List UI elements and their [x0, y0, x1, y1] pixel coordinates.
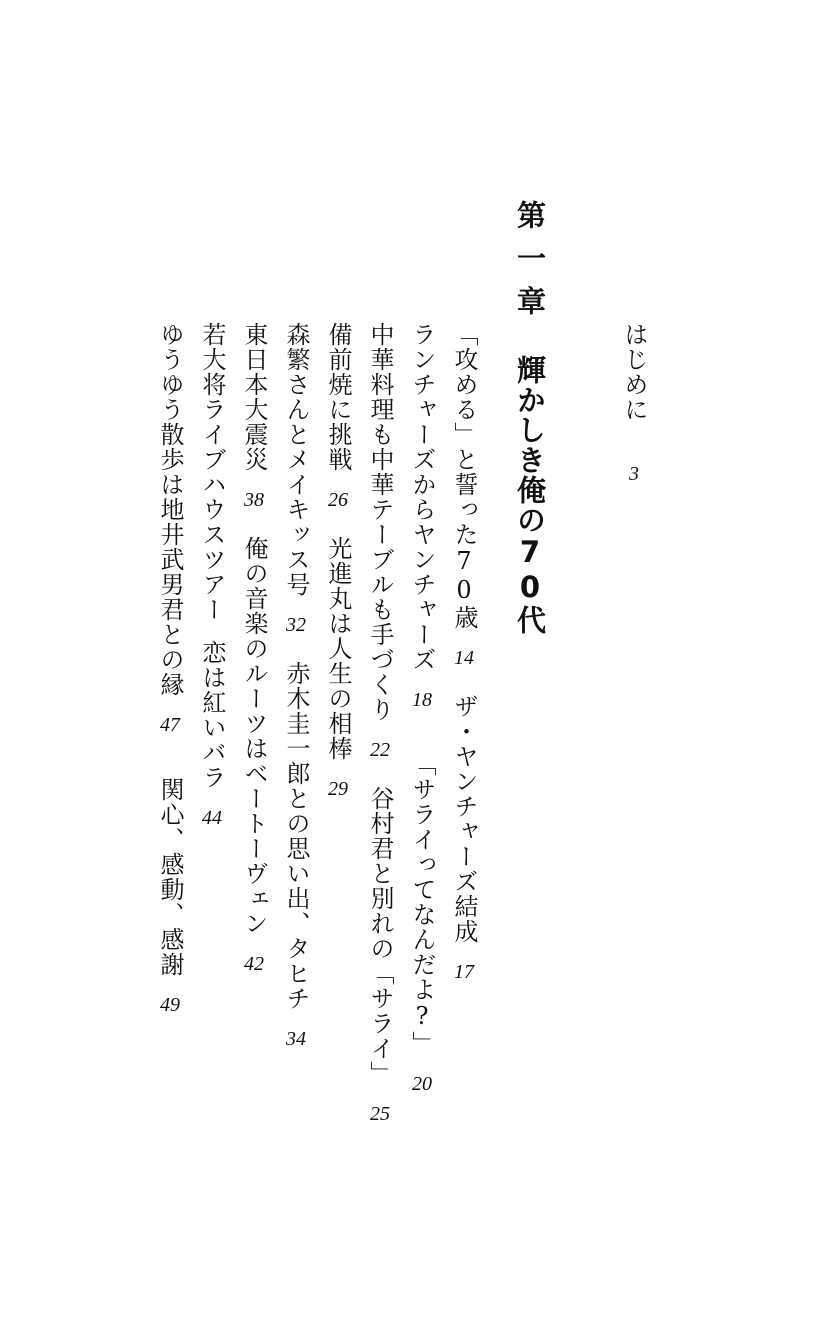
- entry-title: 東日本大震災: [240, 322, 268, 472]
- entry-title: ランチャーズからヤンチャーズ: [408, 322, 436, 672]
- entry-page: 14: [454, 648, 474, 668]
- entry-title: 俺の音楽のルーツはベートーヴェン: [240, 536, 268, 936]
- entry-title: 赤木圭一郎との思い出、タヒチ: [282, 661, 310, 1011]
- chapter-title: 輝かしき俺の70代: [513, 355, 547, 635]
- entry-page: 34: [286, 1029, 306, 1049]
- toc-entry[interactable]: [326, 322, 350, 799]
- entry-title: 谷村君と別れの「サライ」: [366, 786, 394, 1086]
- entry-page: 42: [244, 954, 264, 974]
- chapter-heading: [513, 200, 547, 635]
- toc-entry[interactable]: [158, 322, 182, 1015]
- chapter-label: 第一章: [513, 200, 547, 329]
- entry-page: 44: [202, 808, 222, 828]
- toc-entry[interactable]: [200, 322, 224, 828]
- entry-title: ザ・ヤンチャーズ結成: [450, 694, 478, 944]
- toc-entry[interactable]: [284, 322, 308, 1049]
- entry-page: 26: [328, 490, 348, 510]
- toc-entry[interactable]: [368, 322, 392, 1124]
- entry-title: 森繁さんとメイキッス号: [282, 322, 310, 597]
- entry-page: 47: [160, 715, 180, 735]
- entry-page: 18: [412, 690, 432, 710]
- entry-title: 中華料理も中華テーブルも手づくり: [366, 322, 394, 722]
- entry-title: 「サライってなんだよ?」: [408, 752, 436, 1056]
- intro-title: はじめに: [620, 322, 648, 422]
- entry-page: 38: [244, 490, 264, 510]
- toc-entry[interactable]: [410, 322, 434, 1094]
- toc-entry[interactable]: [242, 322, 266, 974]
- entry-title: 光進丸は人生の相棒: [324, 536, 352, 761]
- entry-page: 49: [160, 995, 180, 1015]
- entry-title: 若大将ライブハウスツアー: [198, 322, 226, 622]
- toc-intro[interactable]: [622, 322, 646, 484]
- entry-title: 備前焼に挑戦: [324, 322, 352, 472]
- entry-title: 「攻める」と誓った70歳: [450, 322, 478, 630]
- entry-page: 29: [328, 779, 348, 799]
- entry-title: 関心、感動、感謝: [156, 777, 184, 977]
- intro-page: 3: [629, 464, 639, 484]
- entry-title: ゆうゆう散歩は地井武男君との縁: [156, 322, 184, 697]
- entry-page: 22: [370, 740, 390, 760]
- entry-page: 32: [286, 615, 306, 635]
- toc-entry[interactable]: [452, 322, 476, 982]
- entry-title: 恋は紅いバラ: [198, 640, 226, 790]
- entry-page: 25: [370, 1104, 390, 1124]
- entry-page: 20: [412, 1074, 432, 1094]
- entry-page: 17: [454, 962, 474, 982]
